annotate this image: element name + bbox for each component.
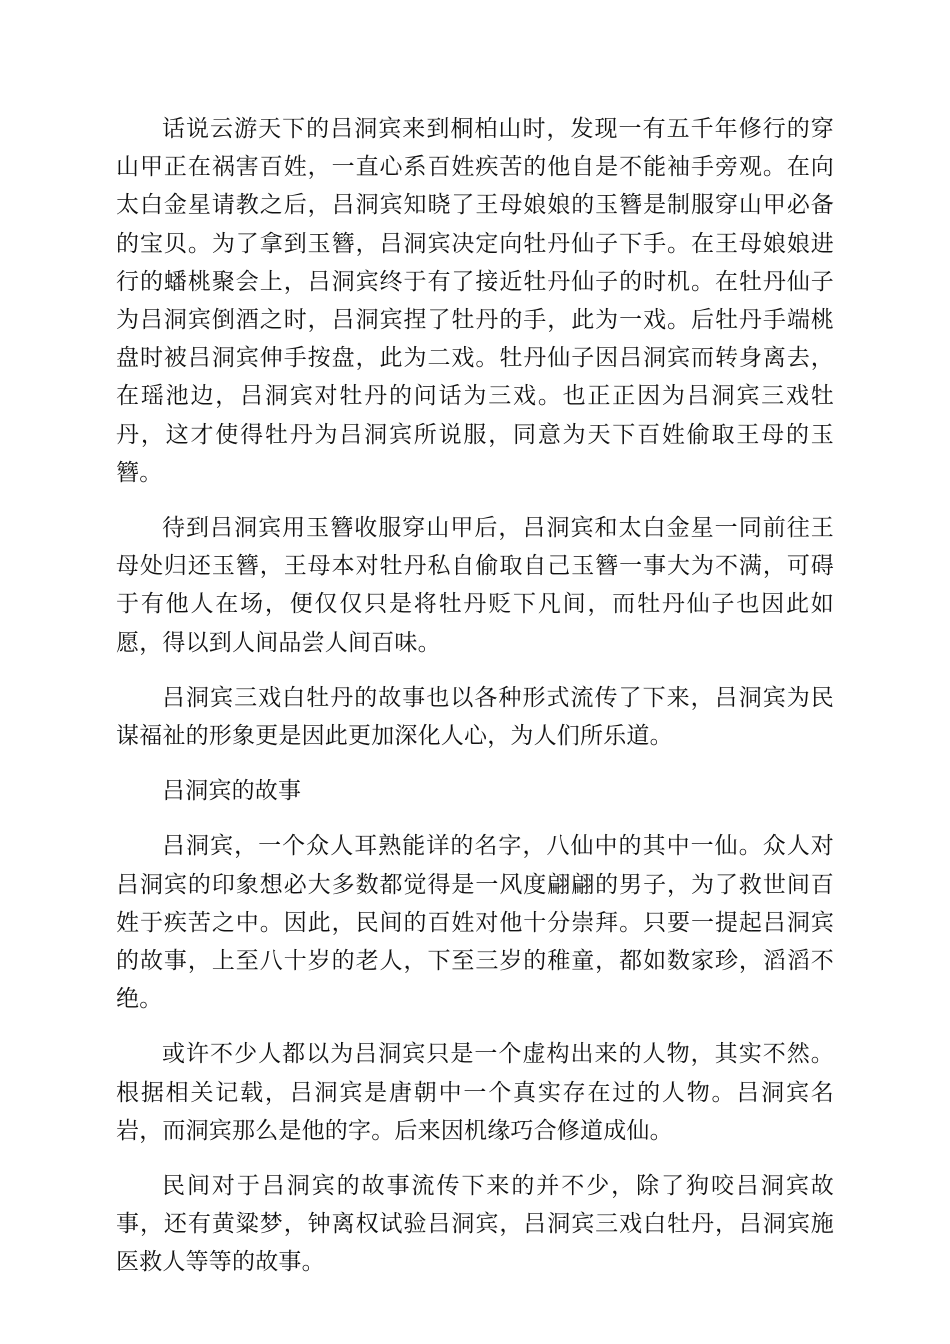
paragraph-story-legacy: 吕洞宾三戏白牡丹的故事也以各种形式流传了下来，吕洞宾为民谋福祉的形象更是因此更加深化人心，为人们所乐道。 [116,684,834,750]
paragraph-history: 或许不少人都以为吕洞宾只是一个虚构出来的人物，其实不然。根据相关记载，吕洞宾是唐朝中一个真实存在过的人物。吕洞宾名岩，而洞宾那么是他的字。后来因机缘巧合修道成仙。 [116,1041,834,1144]
paragraph-story-main: 话说云游天下的吕洞宾来到桐柏山时，发现一有五千年修行的穿山甲正在祸害百姓，一直心系百姓疾苦的他自是不能袖手旁观。在向太白金星请教之后，吕洞宾知晓了王母娘娘的玉簪是制服穿山甲必备的宝贝。为了拿到玉簪，吕洞宾决定向牡丹仙子下手。在王母娘娘进行的蟠桃聚会上，吕洞宾终于有了接近牡丹仙子的时机。在牡丹仙子为吕洞宾倒酒之时，吕洞宾捏了牡丹的手，此为一戏。后牡丹手端桃盘时被吕洞宾伸手按盘，此为二戏。牡丹仙子因吕洞宾而转身离去，在瑶池边，吕洞宾对牡丹的问话为三戏。也正正因为吕洞宾三戏牡丹，这才使得牡丹为吕洞宾所说服，同意为天下百姓偷取王母的玉簪。 [116,116,834,486]
paragraph-intro: 吕洞宾，一个众人耳熟能详的名字，八仙中的其中一仙。众人对吕洞宾的印象想必大多数都觉得是一风度翩翩的男子，为了救世间百姓于疾苦之中。因此，民间的百姓对他十分崇拜。只要一提起吕洞宾的故事，上至八十岁的老人，下至三岁的稚童，都如数家珍，滔滔不绝。 [116,833,834,1013]
section-heading: 吕洞宾的故事 [162,778,302,805]
paragraph-story-ending: 待到吕洞宾用玉簪收服穿山甲后，吕洞宾和太白金星一同前往王母处归还玉簪，王母本对牡丹私自偷取自己玉簪一事大为不满，可碍于有他人在场，便仅仅只是将牡丹贬下凡间，而牡丹仙子也因此如愿，得以到人间品尝人间百味。 [116,515,834,656]
document-body [116,110,834,1299]
paragraph-folk-tales: 民间对于吕洞宾的故事流传下来的并不少，除了狗咬吕洞宾故事，还有黄粱梦，钟离权试验吕洞宾，吕洞宾三戏白牡丹，吕洞宾施医救人等等的故事。 [116,1173,834,1276]
